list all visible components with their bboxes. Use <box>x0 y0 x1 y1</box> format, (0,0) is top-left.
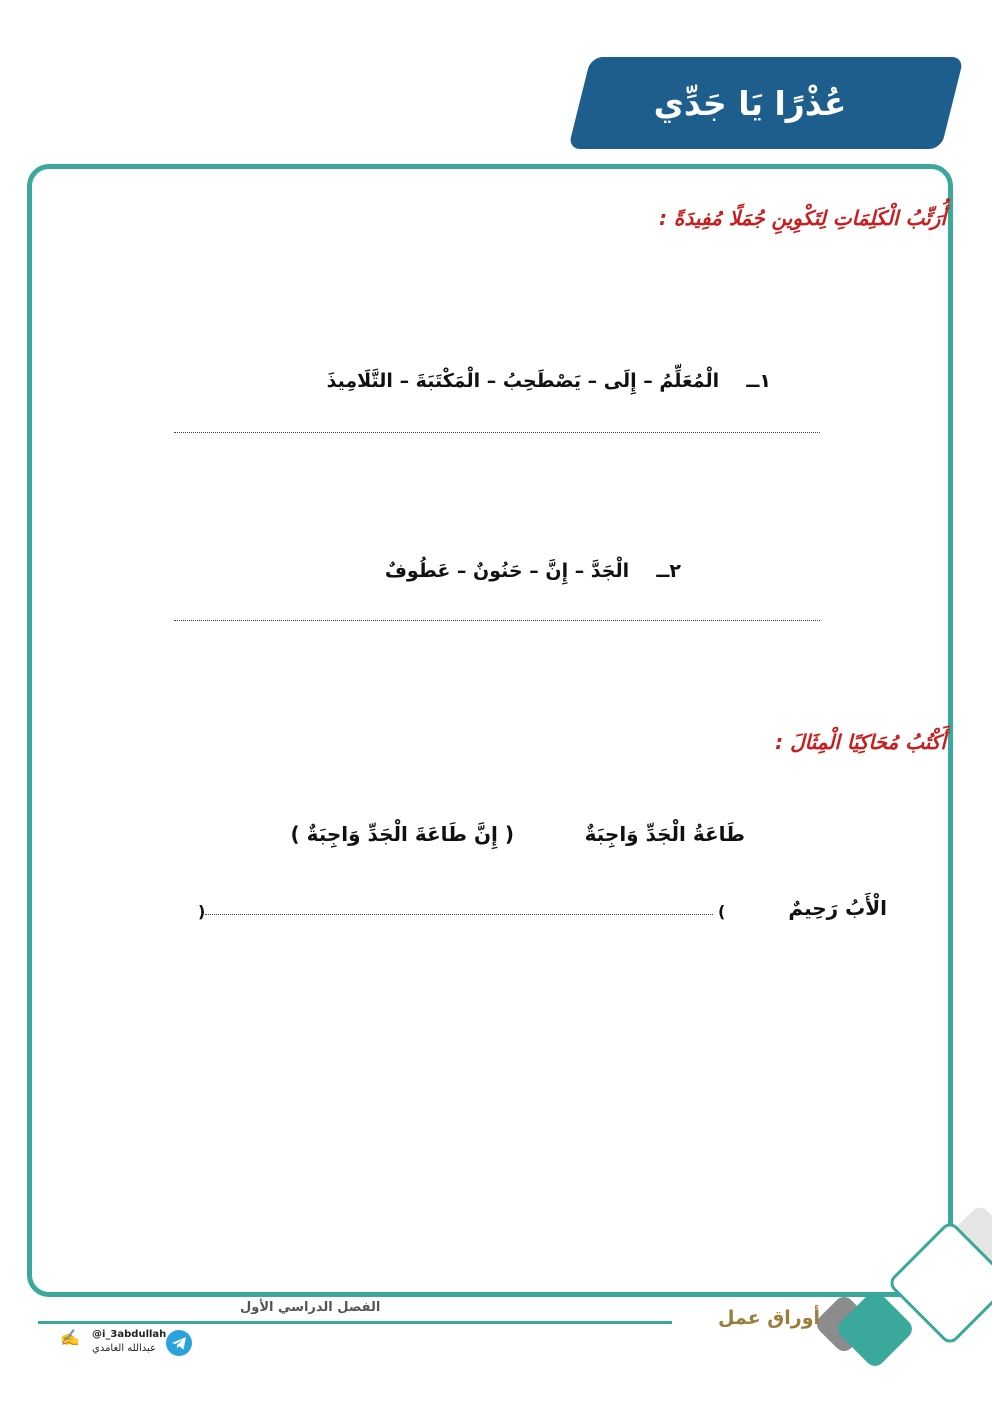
footer-semester: الفصل الدراسي الأول <box>240 1300 381 1315</box>
footer-worksheets: أوراق عمل <box>718 1307 821 1329</box>
question-2-words: الْجَدَّ – إِنَّ – حَنُونٌ – عَطُوفٌ <box>384 560 630 582</box>
section1-heading: أُرَتِّبُ الْكَلِمَاتِ لِتَكْوِينِ جُمَلًا مُفِيدَةً : <box>658 206 946 230</box>
exercise-answer-line[interactable] <box>205 914 713 915</box>
question-1 <box>327 370 771 392</box>
question-2 <box>385 560 681 582</box>
section2-heading: أَكْتُبُ مُحَاكِيًا الْمِثَالَ : <box>775 730 946 754</box>
signature-icon: ✍ <box>60 1328 80 1347</box>
example-sentence: طَاعَةُ الْجَدِّ وَاجِبَةٌ <box>584 822 745 846</box>
telegram-handle[interactable]: @i_3abdullah <box>92 1329 167 1340</box>
telegram-icon[interactable] <box>166 1330 192 1356</box>
exercise-open-paren: ( <box>718 902 726 921</box>
question-1-words: الْمُعَلِّمُ – إِلَى – يَصْطَحِبُ – الْمَكْتَبَةَ – التَّلَامِيذَ <box>326 370 720 392</box>
answer-line-1[interactable] <box>174 432 820 433</box>
question-2-number: ٢ــ <box>656 560 681 582</box>
answer-line-2[interactable] <box>174 620 820 621</box>
exercise-close-paren: ) <box>198 902 206 921</box>
author-name: عبدالله الغامدي <box>92 1343 157 1354</box>
page-title: عُذْرًا يَا جَدِّي <box>653 83 847 123</box>
footer-divider <box>38 1321 672 1324</box>
exercise-sentence: الْأَبُ رَحِيمٌ <box>788 896 887 920</box>
example-answer: ( إِنَّ طَاعَةَ الْجَدِّ وَاجِبَةٌ ) <box>290 822 514 846</box>
question-1-number: ١ــ <box>746 370 771 392</box>
